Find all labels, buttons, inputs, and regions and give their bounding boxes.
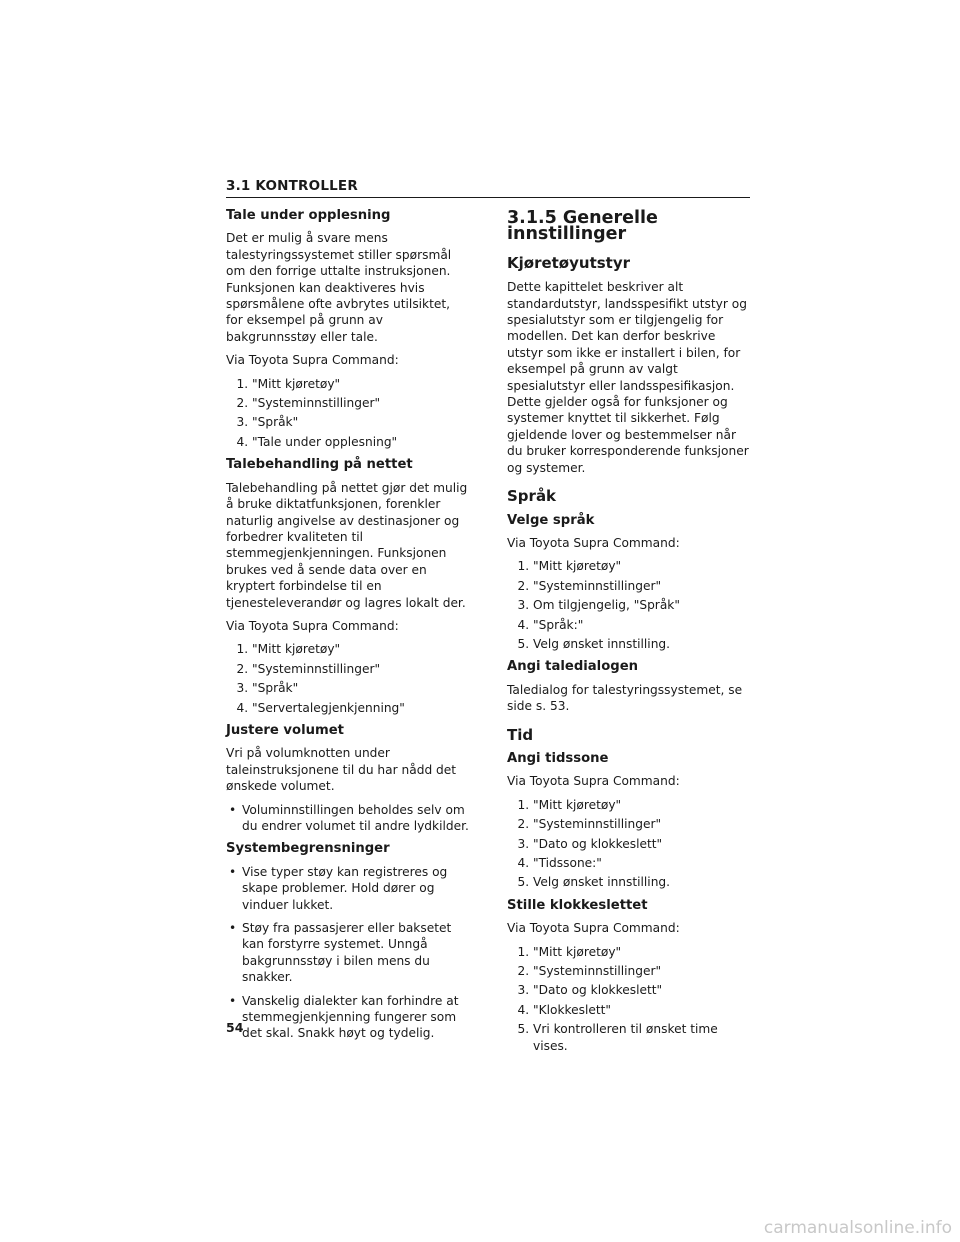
list-item: 2. "Systeminnstillinger" — [252, 661, 470, 677]
paragraph: Talebehandling på nettet gjør det mulig å bruke diktatfunksjonen, forenkler naturlig angivelse av destinasjoner og forbedrer kvaliteten til stemmegjenkjenningen. Funksjonen brukes ved å sende data over en kryptert forbindelse til en tjenesteleverandør og lagres lokalt der. — [226, 480, 468, 610]
list-item: • Voluminnstillingen beholdes selv om du endrer volumet til andre lydkilder. — [242, 802, 470, 835]
heading-angi-taledialogen: Angi taledialogen — [507, 659, 639, 675]
bullet-list — [226, 802, 470, 835]
paragraph: Via Toyota Supra Command: — [226, 353, 399, 368]
heading-justere-volumet: Justere volumet — [226, 722, 344, 738]
paragraph: Via Toyota Supra Command: — [507, 921, 680, 936]
list-item: 4. "Servertalegjenkjenning" — [252, 700, 470, 716]
list-item: 3. "Språk" — [252, 414, 470, 430]
heading-angi-tidssone: Angi tidssone — [507, 750, 609, 766]
list-item: 4. "Språk:" — [533, 617, 751, 633]
heading-systembegrensninger: Systembegrensninger — [226, 841, 390, 857]
page-header: 3.1 KONTROLLER — [226, 178, 750, 198]
list-item: 4. "Klokkeslett" — [533, 1002, 751, 1018]
list-item: 3. "Dato og klokkeslett" — [533, 836, 751, 852]
page-number: 54 — [226, 1020, 244, 1035]
paragraph: Via Toyota Supra Command: — [507, 535, 680, 550]
list-item: 2. "Systeminnstillinger" — [533, 963, 751, 979]
list-item: 3. "Dato og klokkeslett" — [533, 982, 751, 998]
paragraph: Det er mulig å svare mens talestyringssystemet stiller spørsmål om den forrige uttalte instruksjonen. Funksjonen kan deaktiveres hvis spørsmålene ofte avbrytes utilsiktet, for eksempel på grunn av bakgrunnsstøy eller tale. — [226, 231, 452, 344]
list-item: 5. Velg ønsket innstilling. — [533, 874, 751, 890]
steps-list — [507, 797, 751, 891]
right-column — [507, 208, 751, 1061]
heading-talebehandling: Talebehandling på nettet — [226, 457, 413, 473]
paragraph: Vri på volumknotten under taleinstruksjonene til du har nådd det ønskede volumet. — [226, 746, 457, 794]
list-item: 2. "Systeminnstillinger" — [252, 395, 470, 411]
watermark: carmanualsonline.info — [763, 1218, 952, 1238]
steps-list — [507, 558, 751, 652]
paragraph: Via Toyota Supra Command: — [226, 618, 399, 633]
list-item: 2. "Systeminnstillinger" — [533, 578, 751, 594]
list-item: 1. "Mitt kjøretøy" — [533, 797, 751, 813]
list-item: • Vanskelig dialekter kan forhindre at stemmegjenkjenning fungerer som det skal. Snakk høyt og tydelig. — [242, 993, 470, 1042]
paragraph: Taledialog for talestyringssystemet, se side s. 53. — [507, 682, 743, 714]
steps-list — [226, 641, 470, 716]
list-item: 5. Velg ønsket innstilling. — [533, 636, 751, 652]
paragraph: Via Toyota Supra Command: — [507, 774, 680, 789]
list-item: 4. "Tidssone:" — [533, 855, 751, 871]
list-item: 3. "Språk" — [252, 680, 470, 696]
list-item: 1. "Mitt kjøretøy" — [533, 558, 751, 574]
list-item: 3. Om tilgjengelig, "Språk" — [533, 597, 751, 613]
list-item: • Støy fra passasjerer eller baksetet kan forstyrre systemet. Unngå bakgrunnsstøy i bilen mens du snakker. — [242, 920, 470, 986]
heading-sprak: Språk — [507, 487, 557, 506]
steps-list — [507, 944, 751, 1054]
heading-tid: Tid — [507, 725, 534, 744]
list-item: 1. "Mitt kjøretøy" — [252, 641, 470, 657]
heading-kjoretoyutstyr: Kjøretøyutstyr — [507, 253, 631, 272]
list-item: • Vise typer støy kan registreres og skape problemer. Hold dører og vinduer lukket. — [242, 864, 470, 913]
left-column — [226, 208, 470, 1049]
section-title: 3.1.5 Generelle innstillinger — [507, 208, 658, 245]
list-item: 5. Vri kontrolleren til ønsket time vises. — [533, 1021, 751, 1054]
heading-stille-klokkeslettet: Stille klokkeslettet — [507, 897, 648, 913]
list-item: 1. "Mitt kjøretøy" — [252, 376, 470, 392]
bullet-list — [226, 864, 470, 1042]
paragraph: Dette kapittelet beskriver alt standardutstyr, landsspesifikt utstyr og spesialutstyr som er tilgjengelig for modellen. Det kan derfor beskrive utstyr som ikke er installert i bilen, for eksempel på grunn av valgt spesialutstyr eller landsspesifikasjon. Dette gjelder også for funksjoner og systemer knyttet til sikkerhet. Følg gjeldende lover og bestemmelser når du bruker korresponderende funksjoner og systemer. — [507, 280, 749, 475]
heading-velge-sprak: Velge språk — [507, 512, 595, 528]
list-item: 2. "Systeminnstillinger" — [533, 816, 751, 832]
steps-list — [226, 376, 470, 451]
heading-tale-under-opplesning: Tale under opplesning — [226, 208, 391, 223]
list-item: 1. "Mitt kjøretøy" — [533, 944, 751, 960]
list-item: 4. "Tale under opplesning" — [252, 434, 470, 450]
